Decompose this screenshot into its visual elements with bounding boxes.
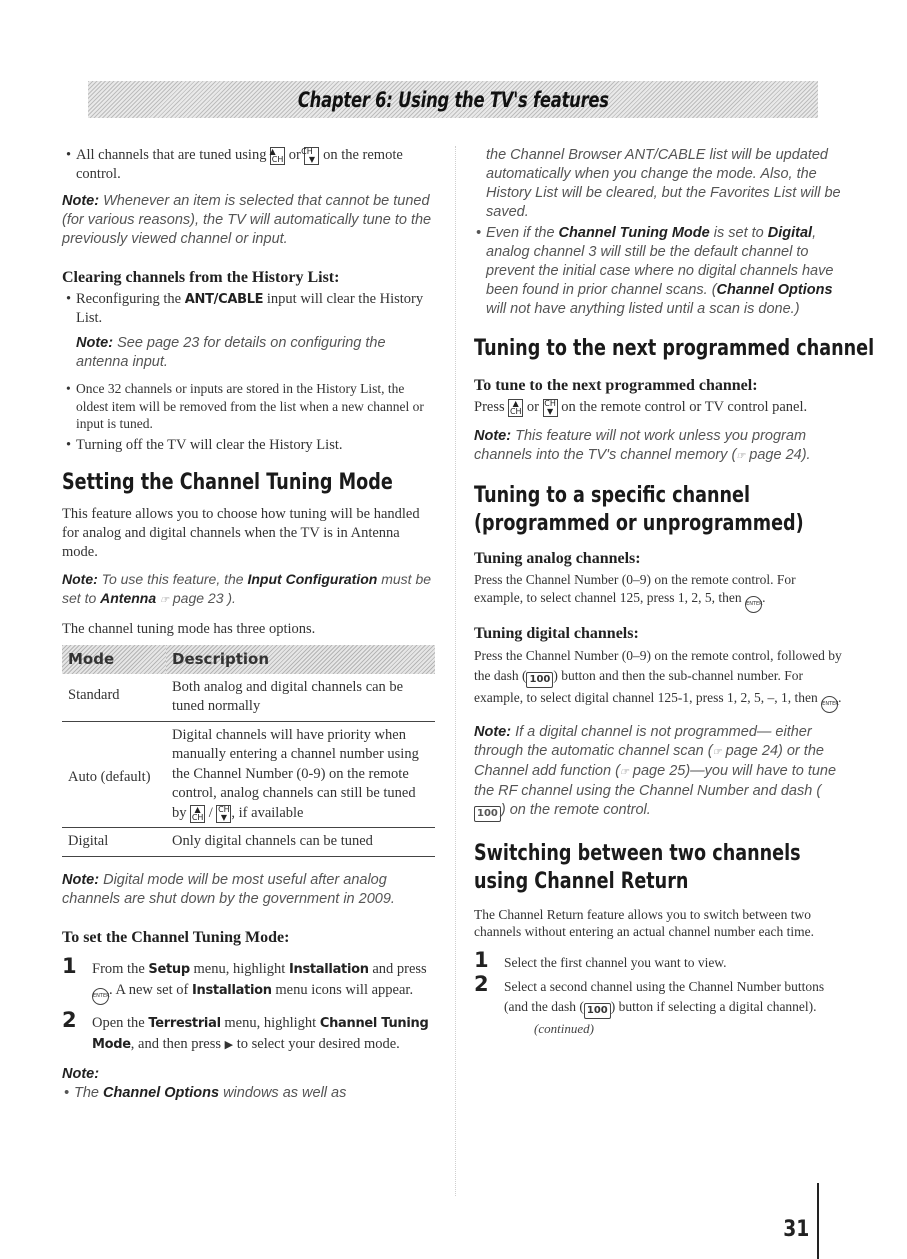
step-number: 1	[62, 953, 77, 978]
mode-digital: Digital	[62, 828, 166, 857]
note-digital-mode: Note: Digital mode will be most useful after analog channels are shut down by the government in 2009.	[62, 871, 395, 907]
mode-standard: Standard	[62, 674, 166, 722]
page-bar	[817, 1183, 819, 1259]
step-1: 1 From the Setup menu, highlight Installation and press ENTER. A new set of Installation menu icons will appear.	[62, 959, 435, 1005]
dash-button-icon: 100	[584, 1003, 611, 1019]
arrow-right-icon: ▶	[224, 1038, 234, 1051]
chapter-title: Chapter 6: Using the TV's features	[297, 87, 609, 112]
note-even-if-digital: • Even if the Channel Tuning Mode is set to Digital, analog channel 3 will still be the default channel to prevent the initial case where no digital channels have been found in prior channel scans. (Channel Options will not have anything listed until a scan is done.)	[476, 225, 834, 317]
note-antenna: Note: See page 23 for details on configuring the antenna input.	[76, 335, 386, 370]
switch-intro: The Channel Return feature allows you to switch between two channels without entering an actual channel number each time.	[474, 906, 814, 939]
enter-button-icon: ENTER	[745, 596, 762, 613]
switch-step-2: 2 Select a second channel using the Channel Number buttons (and the dash ( 100 ) button if selecting a digital channel). (continued)	[474, 971, 825, 1036]
reference-icon: ☞	[712, 746, 722, 758]
note-channel-options: • The Channel Options windows as well as	[64, 1084, 347, 1101]
channel-up-button-icon: ▲ CH	[269, 147, 284, 164]
section-intro: This feature allows you to choose how tuning will be handled for analog and digital channels when the TV is in Antenna mode.	[62, 505, 420, 560]
left-column	[62, 146, 435, 1103]
clearing-heading: Clearing channels from the History List:	[62, 269, 340, 286]
table-row	[62, 721, 435, 828]
note-input-config: Note: To use this feature, the Input Configuration must be set to Antenna ☞ page 23 ).	[62, 570, 432, 606]
note-untunable: Note: Whenever an item is selected that cannot be tuned (for various reasons), the TV will automatically tune to the previously viewed channel or input.	[62, 193, 432, 247]
digital-text: Press the Channel Number (0–9) on the remote control, followed by the dash ( 100 ) button and then the sub-channel number. For example, to select digital channel 125-1, press 1, 2, 5, –, 1, then ENTER.	[474, 646, 844, 713]
table-header-row	[62, 645, 435, 674]
desc-auto: Digital channels will have priority when manually entering a channel number using the Channel Number (0-9) on the remote control, analog channels can still be tuned by ▲ CH / CH ▼ , if available	[166, 721, 435, 828]
step-number: 2	[62, 1007, 77, 1032]
bullet-32-channels: • Once 32 channels or inputs are stored in the History List, the oldest item will be removed from the list when a new channel or input is tuned.	[66, 381, 424, 431]
note-program-channels: Note: This feature will not work unless you program channels into the TV's channel memory (☞ page 24).	[474, 428, 811, 463]
dash-button-icon: 100	[474, 806, 501, 822]
switch-step-1: 1 Select the first channel you want to view.	[474, 947, 727, 972]
set-mode-heading: To set the Channel Tuning Mode:	[62, 928, 290, 946]
next-channel-heading: To tune to the next programmed channel:	[474, 377, 758, 394]
note-label: Note:	[62, 1065, 100, 1082]
section-title-specific-channel: Tuning to a specific channel	[474, 483, 751, 508]
three-options: The channel tuning mode has three options.	[62, 620, 316, 637]
section-title-switching-sub: using Channel Return	[474, 868, 689, 894]
note-channel-browser: the Channel Browser ANT/CABLE list will be updated automatically when you change the mode. Also, the History List will be cleared, but the Favorites List will be saved.	[486, 147, 841, 220]
reference-icon: ☞	[736, 451, 746, 462]
channel-down-button-icon: CH ▼	[218, 804, 230, 822]
channel-down-button-icon: CH ▼	[544, 399, 556, 416]
analog-heading: Tuning analog channels:	[474, 550, 641, 567]
bullet-turning-off: • Turning off the TV will clear the History List.	[66, 436, 343, 453]
mode-table	[62, 645, 435, 857]
enter-button-icon: ENTER	[821, 696, 838, 713]
section-title-tuning-mode: Setting the Channel Tuning Mode	[62, 469, 393, 495]
table-row	[62, 674, 435, 722]
bullet-reconfigure: • Reconfiguring the ANT/CABLE input will clear the History List.	[66, 291, 424, 326]
mode-auto: Auto (default)	[62, 721, 166, 828]
step-number: 1	[474, 947, 489, 972]
step-2: 2 Open the Terrestrial menu, highlight Channel Tuning Mode, and then press ▶ to select your desired mode.	[62, 1007, 429, 1052]
analog-text: Press the Channel Number (0–9) on the remote control. For example, to select channel 125, press 1, 2, 5, then ENTER.	[474, 571, 844, 613]
step-number: 2	[474, 971, 489, 996]
next-channel-text: Press ▲ CH or CH ▼ on the remote control or TV control panel.	[474, 399, 808, 416]
column-divider	[455, 146, 456, 1196]
chapter-banner	[88, 81, 818, 118]
dash-button-icon: 100	[526, 672, 553, 688]
desc-standard: Both analog and digital channels can be tuned normally	[166, 674, 435, 722]
bullet-all-channels: • All channels that are tuned using ▲ CH or CH ▼ on the remote control.	[66, 147, 403, 182]
note-unprogrammed-digital: Note: If a digital channel is not programmed— either through the automatic channel scan (☞ page 24) or the Channel add function (☞ page 25)—you will have to tune the RF channel using the Channel Number and dash (100 ) on the remote control.	[474, 723, 844, 822]
page-number: 31	[783, 1217, 810, 1242]
reference-icon: ☞	[619, 766, 629, 778]
table-header-description: Description	[166, 645, 435, 674]
enter-button-icon: ENTER	[92, 988, 109, 1005]
table-header-mode: Mode	[62, 645, 166, 674]
section-title-specific-channel-sub: (programmed or unprogrammed)	[474, 511, 804, 536]
section-title-next-channel-1: Tuning to the next programmed channel	[474, 336, 875, 361]
channel-up-button-icon: ▲ CH	[191, 804, 204, 822]
continued-label: (continued)	[534, 1020, 594, 1036]
channel-up-button-icon: ▲ CH	[509, 399, 522, 416]
channel-down-button-icon: CH ▼	[304, 147, 319, 165]
section-title-switching: Switching between two channels	[474, 840, 801, 866]
digital-heading: Tuning digital channels:	[474, 624, 639, 642]
table-row	[62, 828, 435, 857]
right-column	[474, 146, 875, 1039]
reference-icon: ☞	[160, 594, 169, 606]
desc-digital: Only digital channels can be tuned	[166, 828, 435, 857]
